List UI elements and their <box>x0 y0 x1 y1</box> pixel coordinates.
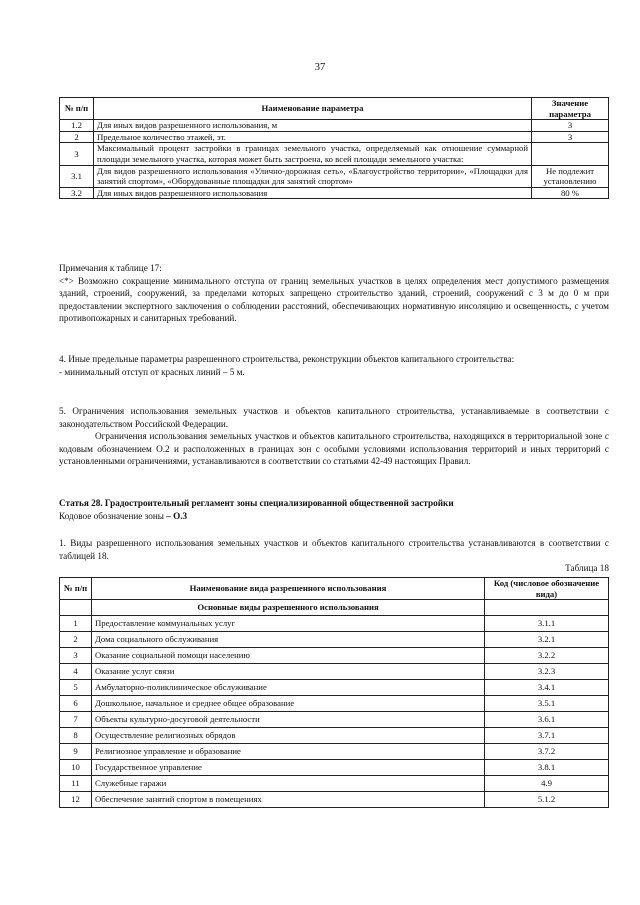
zone-code-line <box>59 510 609 523</box>
table-17 <box>59 97 609 199</box>
row-use-type: Служебные гаражи <box>92 776 485 792</box>
row-code: 3.2.2 <box>485 648 609 664</box>
table-row <box>60 760 609 776</box>
row-number: 9 <box>60 744 92 760</box>
item-5-text: 5. Ограничения использования земельных участков и объектов капитального строительства, устанавливаемые в соответствии с законодательством Российской Федерации. <box>59 406 609 429</box>
row-number: 6 <box>60 696 92 712</box>
row-number: 4 <box>60 664 92 680</box>
header-number: № п/п <box>60 578 92 600</box>
row-value: Не подлежит установлению <box>532 165 609 187</box>
row-parameter: Максимальный процент застройки в границах земельного участка, определяемый как отношение суммарной площади земельного участка, которая может быть застроена, ко всей площади земельного участка: <box>94 143 532 165</box>
row-number: 2 <box>60 632 92 648</box>
notes-text: <*> Возможно сокращение минимального отступа от границ земельных участков в целях определения мест допустимого размещения зданий, строений, сооружений, за пределами которых запрещено строительство зданий, строений, сооружений с 3 м до 0 м при предоставлении экспертного заключения о соблюдении расстояний, обеспечивающих нормативную инсоляцию и освещенность, с учетом противопожарных и санитарных требований. <box>59 275 609 324</box>
page-number: 37 <box>314 62 326 73</box>
table-18-caption: Таблица 18 <box>565 563 609 574</box>
article-28-block <box>59 497 609 522</box>
row-use-type: Дошкольное, начальное и среднее общее образование <box>92 696 485 712</box>
row-number: 8 <box>60 728 92 744</box>
table-row <box>60 187 609 199</box>
row-parameter: Предельное количество этажей, эт. <box>94 131 532 143</box>
notes-block <box>59 262 609 325</box>
item-4-bullet: - минимальный отступ от красных линий – 5 м. <box>59 366 245 377</box>
table-row <box>60 616 609 632</box>
table-18 <box>59 577 609 808</box>
table-row <box>60 664 609 680</box>
row-number: 2 <box>60 131 94 143</box>
table-row <box>60 648 609 664</box>
row-use-type: Осуществление религиозных обрядов <box>92 728 485 744</box>
row-code: 3.2.3 <box>485 664 609 680</box>
row-code: 3.4.1 <box>485 680 609 696</box>
item-5-block <box>59 405 609 468</box>
table-header-row <box>60 98 609 120</box>
header-value: Значение параметра <box>532 98 609 120</box>
row-code: 3.1.1 <box>485 616 609 632</box>
row-number: 3 <box>60 648 92 664</box>
table-row <box>60 120 609 132</box>
row-number: 3.1 <box>60 165 94 187</box>
row-code: 3.6.1 <box>485 712 609 728</box>
item-4-text: 4. Иные предельные параметры разрешенного строительства, реконструкции объектов капитального строительства: <box>59 354 515 364</box>
article-item-1-block <box>59 537 609 575</box>
table-row <box>60 143 609 165</box>
row-number: 1 <box>60 616 92 632</box>
row-number: 10 <box>60 760 92 776</box>
item-5-text-2: Ограничения использования земельных участков и объектов капитального строительства, находящихся в территориальной зоне с кодовым обозначением О.2 и расположенных в границах зон с особыми условиями использования территорий и иных территорий с установленными ограничениями, устанавливаются в соответствии со статьями 42-49 настоящих Правил. <box>59 431 609 467</box>
row-number: 11 <box>60 776 92 792</box>
table-row <box>60 680 609 696</box>
row-code: 3.8.1 <box>485 760 609 776</box>
row-use-type: Объекты культурно-досуговой деятельности <box>92 712 485 728</box>
row-value <box>532 143 609 165</box>
section-row <box>60 600 609 616</box>
row-number: 1.2 <box>60 120 94 132</box>
row-value: 3 <box>532 131 609 143</box>
table-row <box>60 131 609 143</box>
header-code: Код (числовое обозначение вида) <box>485 578 609 600</box>
row-parameter: Для иных видов разрешенного использования <box>94 187 532 199</box>
row-value: 3 <box>532 120 609 132</box>
row-use-type: Предоставление коммунальных услуг <box>92 616 485 632</box>
row-code: 3.5.1 <box>485 696 609 712</box>
table-row <box>60 712 609 728</box>
row-number: 12 <box>60 792 92 808</box>
row-code: 3.2.1 <box>485 632 609 648</box>
zone-code-label: Кодовое обозначение зоны <box>59 510 164 521</box>
row-code: 3.7.1 <box>485 728 609 744</box>
table-row <box>60 744 609 760</box>
zone-code-value: – О.3 <box>166 510 188 521</box>
section-title: Основные виды разрешенного использования <box>92 600 485 616</box>
section-empty-cell <box>485 600 609 616</box>
row-use-type: Амбулаторно-поликлиническое обслуживание <box>92 680 485 696</box>
section-empty-cell <box>60 600 92 616</box>
row-use-type: Государственное управление <box>92 760 485 776</box>
article-item-1: 1. Виды разрешенного использования земельных участков и объектов капитального строительства устанавливаются в соответствии с таблицей 18. <box>59 538 609 561</box>
item-4-block <box>59 353 609 378</box>
row-value: 80 % <box>532 187 609 199</box>
table-row <box>60 165 609 187</box>
row-parameter: Для видов разрешенного использования «Улично-дорожная сеть», «Благоустройство территории», «Площадки для занятий спортом», «Оборудованные площадки для занятий спортом» <box>94 165 532 187</box>
row-use-type: Обеспечение занятий спортом в помещениях <box>92 792 485 808</box>
table-row <box>60 632 609 648</box>
header-use-type: Наименование вида разрешенного использования <box>92 578 485 600</box>
notes-title: Примечания к таблице 17: <box>59 263 162 273</box>
header-parameter: Наименование параметра <box>94 98 532 120</box>
table-row <box>60 696 609 712</box>
row-code: 4.9 <box>485 776 609 792</box>
row-number: 3.2 <box>60 187 94 199</box>
row-parameter: Для иных видов разрешенного использования, м <box>94 120 532 132</box>
row-use-type: Дома социального обслуживания <box>92 632 485 648</box>
row-number: 3 <box>60 143 94 165</box>
row-number: 7 <box>60 712 92 728</box>
row-use-type: Оказание услуг связи <box>92 664 485 680</box>
row-use-type: Религиозное управление и образование <box>92 744 485 760</box>
header-number: № п/п <box>60 98 94 120</box>
row-number: 5 <box>60 680 92 696</box>
table-header-row <box>60 578 609 600</box>
row-code: 5.1.2 <box>485 792 609 808</box>
table-row <box>60 728 609 744</box>
article-heading: Статья 28. Градостроительный регламент зоны специализированной общественной застройки <box>59 498 454 508</box>
table-row <box>60 792 609 808</box>
table-row <box>60 776 609 792</box>
row-code: 3.7.2 <box>485 744 609 760</box>
row-use-type: Оказание социальной помощи населению <box>92 648 485 664</box>
